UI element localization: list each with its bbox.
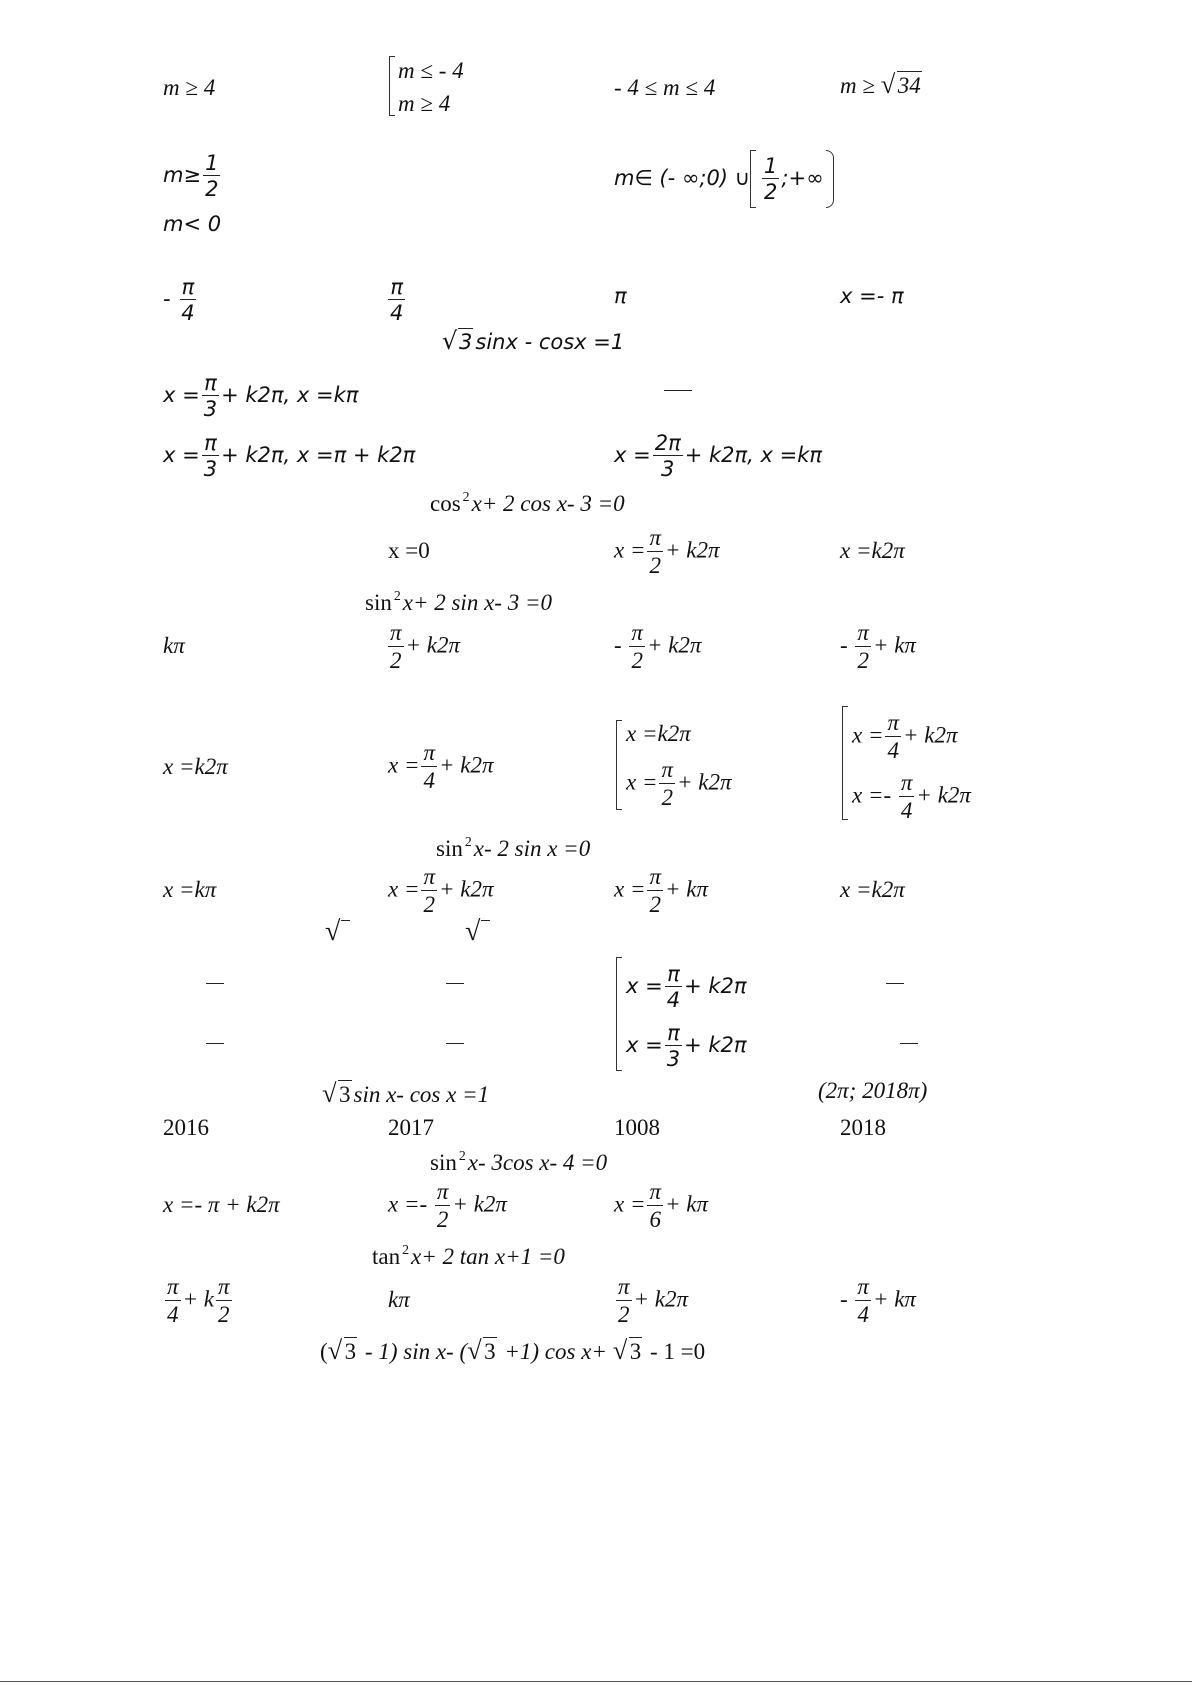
q3-option-c: π bbox=[614, 284, 627, 308]
denominator: 4 bbox=[390, 301, 404, 326]
q7-option-c-bottom bbox=[626, 758, 732, 810]
q2-option-c bbox=[614, 150, 834, 208]
suffix: + k2π bbox=[916, 782, 971, 808]
q12-option-c bbox=[614, 1275, 688, 1327]
q11-equation-rest: x- 3cos x- 4 =0 bbox=[467, 1150, 608, 1175]
numerator: π bbox=[181, 275, 195, 299]
fraction bbox=[421, 865, 437, 917]
q11-equation bbox=[430, 1147, 608, 1175]
q12-option-a bbox=[163, 1275, 234, 1327]
q9-option-c-top bbox=[626, 963, 747, 1011]
q8-equation bbox=[436, 833, 591, 861]
middle: + k bbox=[182, 1286, 215, 1312]
prefix: x = bbox=[626, 974, 663, 999]
numerator: π bbox=[885, 711, 901, 737]
fraction bbox=[629, 621, 645, 673]
numerator: 1 bbox=[205, 151, 219, 175]
q8-option-c bbox=[614, 865, 708, 917]
fraction bbox=[435, 1180, 451, 1232]
system-bracket bbox=[616, 720, 622, 810]
numerator: 2π bbox=[654, 431, 681, 455]
q7-option-d-bottom bbox=[852, 771, 971, 823]
numerator: π bbox=[629, 621, 645, 647]
denominator: 2 bbox=[423, 892, 435, 918]
blank-dash bbox=[206, 1043, 224, 1044]
fraction bbox=[659, 758, 675, 810]
numerator: π bbox=[435, 1180, 451, 1206]
sqrt-symbol: √ bbox=[325, 916, 341, 947]
q5-option-b: x =0 bbox=[388, 538, 430, 563]
radicand: 3 bbox=[629, 1339, 642, 1364]
denominator: 2 bbox=[390, 648, 402, 674]
radicand: 3 bbox=[339, 1082, 351, 1107]
q1-option-c: - 4 ≤ m ≤ 4 bbox=[614, 75, 716, 100]
numerator: π bbox=[667, 1021, 680, 1045]
fraction bbox=[665, 1022, 682, 1070]
sqrt-bar bbox=[481, 920, 490, 921]
blank-dash bbox=[886, 983, 904, 984]
exponent: 2 bbox=[393, 587, 401, 603]
q2-option-b: m< 0 bbox=[163, 212, 222, 236]
q12-option-b: kπ bbox=[388, 1287, 410, 1312]
fraction bbox=[616, 1275, 632, 1327]
fraction bbox=[855, 621, 871, 673]
denominator: 4 bbox=[167, 1302, 179, 1328]
q12-equation-rest: x+ 2 tan x+1 =0 bbox=[411, 1244, 565, 1269]
exponent: 2 bbox=[462, 488, 470, 504]
q10-equation-rest: sin x- cos x =1 bbox=[353, 1082, 490, 1107]
denominator: 2 bbox=[649, 892, 661, 918]
suffix: + k2π, x =kπ bbox=[221, 383, 359, 408]
exponent: 2 bbox=[402, 1241, 410, 1257]
q4-equation-rest: sinx - cosx =1 bbox=[475, 330, 625, 354]
sqrt-symbol: √ 3 bbox=[442, 327, 473, 355]
q7-option-d-top bbox=[852, 711, 958, 763]
q6-option-d bbox=[840, 621, 916, 673]
numerator: π bbox=[647, 1180, 663, 1206]
fraction bbox=[647, 865, 663, 917]
sqrt-symbol: √ bbox=[465, 916, 481, 947]
system-bracket bbox=[616, 957, 622, 1071]
denominator: 2 bbox=[618, 1302, 630, 1328]
prefix: x =- bbox=[388, 1191, 433, 1217]
radicand: 3 bbox=[344, 1339, 357, 1364]
fraction bbox=[202, 432, 219, 480]
q12-equation bbox=[372, 1241, 565, 1269]
q7-option-a: x =k2π bbox=[163, 754, 228, 779]
q4-option-a bbox=[163, 372, 358, 420]
q6-equation bbox=[365, 587, 552, 615]
numerator: π bbox=[855, 621, 871, 647]
suffix: + k2π bbox=[439, 876, 494, 902]
fraction bbox=[653, 432, 683, 480]
prefix: x =- bbox=[852, 782, 897, 808]
q7-option-b bbox=[388, 741, 494, 793]
denominator: 3 bbox=[666, 1047, 681, 1072]
suffix: + k2π bbox=[646, 632, 702, 658]
denominator: 4 bbox=[900, 798, 913, 824]
suffix: + k2π bbox=[633, 1286, 689, 1312]
denominator: 4 bbox=[857, 1302, 869, 1328]
func: cos bbox=[430, 491, 461, 516]
denominator: 4 bbox=[423, 768, 435, 794]
denominator: 4 bbox=[887, 738, 899, 764]
fraction bbox=[647, 526, 663, 578]
q5-option-c bbox=[614, 526, 720, 578]
denominator: 2 bbox=[857, 648, 869, 674]
denominator: 4 bbox=[181, 301, 195, 326]
suffix: + kπ bbox=[872, 1286, 916, 1312]
prefix: x = bbox=[163, 443, 200, 468]
sqrt-symbol: √ 3 bbox=[322, 1078, 351, 1108]
fraction bbox=[421, 741, 437, 793]
func: tan bbox=[372, 1244, 401, 1269]
q8-equation-rest: x- 2 sin x =0 bbox=[473, 836, 591, 861]
sqrt-bar bbox=[341, 920, 350, 921]
q2-option-a bbox=[163, 152, 222, 200]
q10-option-d: 2018 bbox=[840, 1115, 886, 1140]
denominator: 2 bbox=[218, 1302, 230, 1328]
q10-option-c: 1008 bbox=[614, 1115, 660, 1140]
q6-option-b bbox=[386, 621, 460, 673]
q13-equation bbox=[320, 1335, 706, 1365]
numerator: π bbox=[616, 1275, 632, 1301]
fraction bbox=[179, 276, 196, 324]
numerator: π bbox=[647, 865, 663, 891]
denominator: 4 bbox=[666, 988, 681, 1013]
numerator: π bbox=[647, 526, 663, 552]
prefix: x = bbox=[852, 722, 884, 748]
q5-equation bbox=[430, 488, 625, 516]
q9-option-c-bottom bbox=[626, 1022, 747, 1070]
numerator: π bbox=[421, 865, 437, 891]
q1-option-d bbox=[840, 69, 924, 99]
numerator: π bbox=[667, 962, 680, 986]
fraction bbox=[899, 771, 915, 823]
blank-dash bbox=[664, 390, 692, 391]
system-bracket bbox=[389, 56, 395, 116]
fraction bbox=[203, 152, 220, 200]
prefix: x = bbox=[626, 1033, 663, 1058]
q2-option-c-prefix: m∈ (- ∞;0) ∪ bbox=[614, 166, 751, 190]
prefix: x = bbox=[388, 876, 420, 902]
prefix: x = bbox=[626, 769, 658, 795]
numerator: 1 bbox=[764, 153, 778, 178]
page-bottom-rule bbox=[0, 1681, 1192, 1682]
numerator: π bbox=[390, 275, 404, 299]
q4-option-c bbox=[163, 432, 415, 480]
q1-option-b-bottom: m ≥ 4 bbox=[398, 91, 451, 116]
prefix: x = bbox=[614, 443, 651, 468]
q2-option-c-suffix: ;+∞ bbox=[781, 166, 824, 190]
fraction bbox=[165, 1275, 181, 1327]
q11-option-c bbox=[614, 1180, 708, 1232]
fraction bbox=[665, 963, 682, 1011]
q4-equation bbox=[442, 327, 625, 355]
q8-option-a: x =kπ bbox=[163, 877, 217, 902]
radicand: 3 bbox=[484, 1339, 496, 1364]
numerator: π bbox=[216, 1275, 232, 1301]
part: - 1) sin x- ( bbox=[359, 1339, 468, 1364]
fraction bbox=[647, 1180, 663, 1232]
q12-option-d bbox=[840, 1275, 916, 1327]
q6-option-a: kπ bbox=[163, 633, 185, 658]
minus-sign: - bbox=[614, 632, 628, 658]
suffix: + k2π bbox=[439, 752, 494, 778]
q5-equation-rest: x+ 2 cos x- 3 =0 bbox=[471, 491, 625, 516]
fraction bbox=[388, 621, 404, 673]
q1-option-d-prefix: m ≥ bbox=[840, 73, 881, 98]
denominator: 2 bbox=[436, 1207, 449, 1233]
blank-dash bbox=[206, 983, 224, 984]
suffix: + kπ bbox=[665, 876, 709, 902]
q1-option-b-top: m ≤ - 4 bbox=[398, 58, 464, 83]
q8-option-d: x =k2π bbox=[840, 877, 905, 902]
q4-option-d bbox=[614, 432, 822, 480]
func: sin bbox=[430, 1150, 457, 1175]
numerator: π bbox=[165, 1275, 181, 1301]
left-bracket bbox=[750, 150, 756, 208]
denominator: 2 bbox=[661, 785, 673, 811]
radicand: 3 bbox=[459, 330, 473, 354]
fraction bbox=[762, 155, 779, 203]
func: sin bbox=[436, 836, 463, 861]
denominator: 2 bbox=[649, 553, 661, 579]
system-bracket bbox=[842, 706, 848, 820]
fraction bbox=[202, 372, 219, 420]
func: sin bbox=[365, 590, 392, 615]
blank-dash bbox=[900, 1043, 918, 1044]
minus-sign: - bbox=[163, 287, 178, 312]
fraction bbox=[855, 1275, 871, 1327]
prefix: x = bbox=[388, 752, 420, 778]
q11-option-a: x =- π + k2π bbox=[163, 1192, 280, 1217]
denominator: 3 bbox=[661, 457, 675, 482]
q10-equation bbox=[322, 1078, 490, 1108]
blank-dash bbox=[446, 1043, 464, 1044]
q10-option-b: 2017 bbox=[388, 1115, 434, 1140]
suffix: + k2π bbox=[677, 769, 732, 795]
suffix: + kπ bbox=[665, 1191, 709, 1217]
sqrt-symbol: √ 3 bbox=[467, 1335, 496, 1365]
minus-sign: - bbox=[840, 632, 854, 658]
denominator: 3 bbox=[203, 457, 218, 482]
q10-option-a: 2016 bbox=[163, 1115, 209, 1140]
part: - 1 =0 bbox=[644, 1339, 706, 1364]
sqrt-symbol: √ 3 bbox=[612, 1335, 642, 1365]
numerator: π bbox=[204, 371, 217, 395]
prefix: x = bbox=[614, 876, 646, 902]
sqrt-symbol: √ 34 bbox=[880, 69, 921, 99]
radicand: 34 bbox=[897, 73, 921, 98]
suffix: + k2π, x =kπ bbox=[684, 443, 823, 468]
prefix: x = bbox=[614, 537, 646, 563]
minus-sign: - bbox=[840, 1286, 854, 1312]
numerator: π bbox=[659, 758, 675, 784]
q3-option-b bbox=[386, 276, 407, 324]
q6-equation-rest: x+ 2 sin x- 3 =0 bbox=[402, 590, 552, 615]
part: ( bbox=[320, 1339, 328, 1364]
numerator: π bbox=[204, 431, 217, 455]
q7-option-c-top: x =k2π bbox=[626, 721, 691, 746]
fraction bbox=[216, 1275, 232, 1327]
denominator: 3 bbox=[203, 397, 218, 422]
suffix: + k2π bbox=[405, 632, 461, 658]
suffix: + k2π bbox=[903, 722, 958, 748]
q6-option-c bbox=[614, 621, 701, 673]
numerator: π bbox=[855, 1275, 871, 1301]
right-paren bbox=[826, 150, 834, 208]
numerator: π bbox=[421, 741, 437, 767]
sqrt-symbol: √ 3 bbox=[327, 1335, 357, 1365]
denominator: 6 bbox=[649, 1207, 661, 1233]
denominator: 2 bbox=[764, 180, 778, 204]
suffix: + k2π bbox=[684, 1033, 747, 1058]
denominator: 2 bbox=[631, 648, 643, 674]
exponent: 2 bbox=[458, 1147, 466, 1163]
blank-dash bbox=[446, 983, 464, 984]
q3-option-d: x =- π bbox=[840, 284, 904, 308]
numerator: π bbox=[388, 621, 404, 647]
exponent: 2 bbox=[464, 833, 472, 849]
q8-option-b bbox=[388, 865, 494, 917]
numerator: π bbox=[899, 771, 915, 797]
fraction bbox=[388, 276, 405, 324]
suffix: + k2π bbox=[452, 1191, 507, 1217]
prefix: x = bbox=[163, 383, 200, 408]
part: +1) cos x+ bbox=[498, 1339, 613, 1364]
q10-interval: (2π; 2018π) bbox=[818, 1078, 928, 1103]
q5-option-d: x =k2π bbox=[840, 538, 905, 563]
prefix: x = bbox=[614, 1191, 646, 1217]
suffix: + k2π bbox=[665, 537, 720, 563]
q1-option-a: m ≥ 4 bbox=[163, 75, 216, 100]
suffix: + kπ bbox=[872, 632, 916, 658]
q11-option-b bbox=[388, 1180, 507, 1232]
suffix: + k2π, x =π + k2π bbox=[221, 443, 416, 468]
fraction bbox=[885, 711, 901, 763]
q3-option-a bbox=[163, 276, 199, 324]
suffix: + k2π bbox=[684, 974, 747, 999]
denominator: 2 bbox=[205, 177, 219, 202]
q2-option-a-prefix: m≥ bbox=[163, 163, 202, 188]
